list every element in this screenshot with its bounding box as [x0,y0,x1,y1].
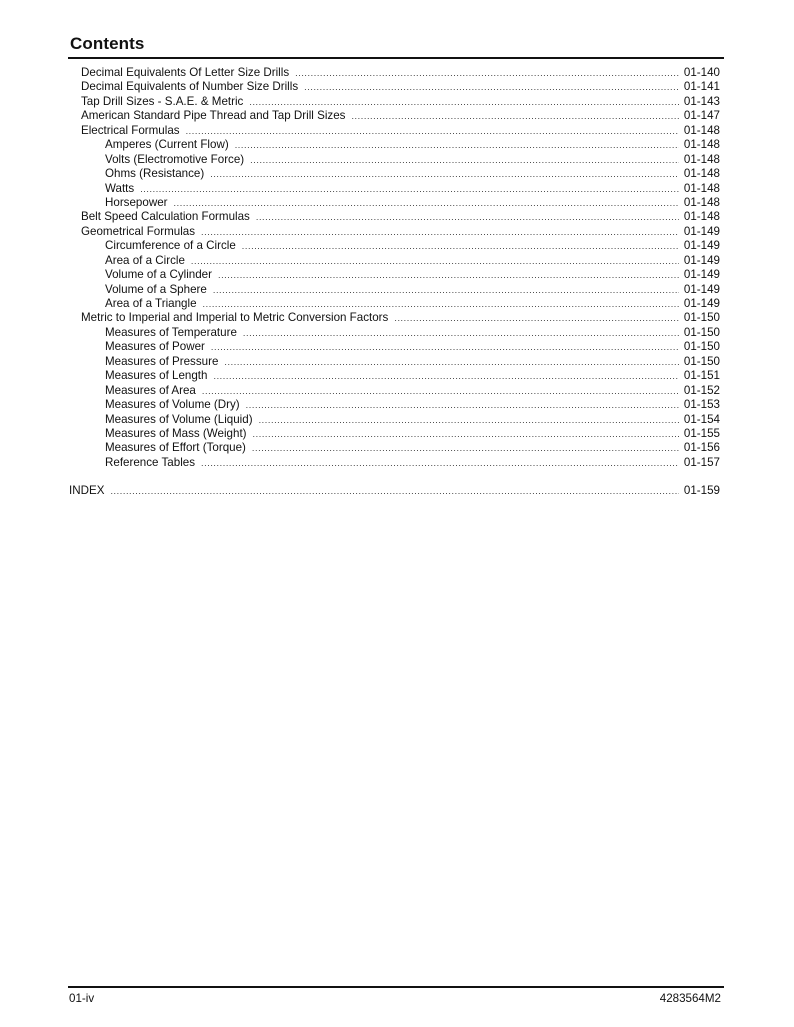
toc-entry-page: 01-148 [683,152,720,166]
toc-dot-leader [191,254,679,268]
toc-entry-belt-speed[interactable] [68,210,720,224]
table-of-contents [68,66,720,499]
toc-entry-label: Measures of Mass (Weight) [105,426,247,440]
toc-dot-leader [394,311,679,325]
toc-entry-label: Measures of Power [105,340,205,354]
toc-dot-leader [256,210,679,224]
toc-entry-page: 01-148 [683,181,720,195]
toc-entry-length[interactable] [68,369,720,383]
toc-entry-label: Volume of a Cylinder [105,268,212,282]
toc-dot-leader [201,456,679,470]
toc-dot-leader [201,225,679,239]
toc-entry-volts[interactable] [68,153,720,167]
toc-dot-leader [242,239,679,253]
toc-entry-label: Area of a Triangle [105,297,197,310]
toc-entry-label: Electrical Formulas [81,123,180,137]
toc-dot-leader [304,80,679,94]
toc-entry-label: Metric to Imperial and Imperial to Metric Conversion Factors [81,311,389,325]
toc-dot-leader [174,196,679,210]
toc-entry-page: 01-150 [683,311,720,325]
toc-entry-label: Ohms (Resistance) [105,167,205,181]
toc-entry-volume-cylinder[interactable] [68,268,720,282]
toc-entry-page: 01-149 [683,224,720,238]
toc-entry-label: Measures of Pressure [105,354,219,368]
toc-entry-page: 01-149 [683,282,720,296]
toc-dot-leader [351,109,678,123]
toc-entry-label: Belt Speed Calculation Formulas [81,210,250,224]
toc-entry-torque[interactable] [68,441,720,455]
toc-dot-leader [213,369,678,383]
toc-dot-leader [211,340,679,354]
document-number: 4283564M2 [659,992,721,1005]
toc-dot-leader [252,441,679,455]
toc-dot-leader [249,95,679,109]
page-title: Contents [70,34,145,53]
toc-entry-label: Decimal Equivalents of Number Size Drills [81,80,299,94]
toc-entry-area-circle[interactable] [68,254,720,268]
toc-entry-amperes[interactable] [68,138,720,152]
header-divider [68,57,724,59]
toc-entry-label: American Standard Pipe Thread and Tap Drill Sizes [81,109,346,123]
toc-entry-label: Measures of Volume (Liquid) [105,412,253,426]
toc-dot-leader [253,427,679,441]
toc-dot-leader [243,326,679,340]
toc-entry-area[interactable] [68,384,720,398]
toc-dot-leader [203,297,679,311]
toc-entry-mass[interactable] [68,427,720,441]
toc-entry-page: 01-155 [683,426,720,440]
toc-entry-reference-tables[interactable] [68,456,720,470]
toc-entry-page: 01-159 [683,484,720,498]
toc-dot-leader [246,398,679,412]
toc-dot-leader [218,268,679,282]
toc-dot-leader [110,484,678,498]
toc-entry-tap-drill-sizes[interactable] [68,95,720,109]
toc-entry-volume-liquid[interactable] [68,413,720,427]
toc-entry-page: 01-156 [683,441,720,455]
toc-entry-page: 01-150 [683,354,720,368]
toc-dot-leader [210,167,679,181]
toc-entry-page: 01-148 [683,123,720,137]
toc-entry-page: 01-154 [683,412,720,426]
toc-entry-temperature[interactable] [68,326,720,340]
toc-entry-label: Watts [105,181,135,195]
toc-entry-page: 01-157 [683,455,720,469]
toc-entry-page: 01-147 [683,109,720,123]
toc-entry-circumference[interactable] [68,239,720,253]
toc-entry-label: Tap Drill Sizes - S.A.E. & Metric [81,94,244,108]
toc-entry-page: 01-149 [683,268,720,282]
toc-entry-label: Horsepower [105,195,168,209]
toc-entry-page: 01-152 [683,383,720,397]
toc-entry-area-triangle[interactable] [68,297,720,311]
toc-entry-label: Measures of Effort (Torque) [105,441,246,455]
toc-entry-page: 01-153 [683,398,720,412]
toc-entry-label: Geometrical Formulas [81,224,196,238]
toc-entry-volume-sphere[interactable] [68,283,720,297]
toc-entry-label: Measures of Length [105,369,208,383]
toc-dot-leader [202,384,679,398]
toc-entry-page: 01-148 [683,195,720,209]
toc-entry-pipe-thread[interactable] [68,109,720,123]
toc-dot-leader [235,138,679,152]
toc-entry-watts[interactable] [68,182,720,196]
toc-entry-page: 01-150 [683,340,720,354]
toc-dot-leader [140,182,679,196]
toc-entry-geometrical-formulas[interactable] [68,225,720,239]
toc-entry-electrical-formulas[interactable] [68,124,720,138]
toc-entry-page: 01-148 [683,210,720,224]
toc-entry-label: Circumference of a Circle [105,239,236,253]
toc-entry-power[interactable] [68,340,720,354]
toc-spacer [68,470,720,484]
toc-entry-index[interactable] [68,484,720,498]
toc-entry-page: 01-140 [683,66,720,79]
toc-entry-horsepower[interactable] [68,196,720,210]
toc-entry-volume-dry[interactable] [68,398,720,412]
toc-entry-page: 01-151 [683,369,720,383]
toc-dot-leader [224,355,678,369]
toc-entry-label: Measures of Area [105,383,196,397]
toc-dot-leader [250,153,679,167]
toc-entry-label: INDEX [69,484,105,498]
toc-entry-conversion-factors[interactable] [68,311,720,325]
toc-entry-ohms[interactable] [68,167,720,181]
toc-entry-label: Reference Tables [105,455,196,469]
toc-dot-leader [186,124,679,138]
toc-entry-page: 01-149 [683,239,720,253]
toc-entry-page: 01-143 [683,94,720,108]
toc-entry-label: Decimal Equivalents Of Letter Size Drills [81,66,290,79]
page-number: 01-iv [69,992,95,1005]
toc-entry-letter-size-drills[interactable] [68,66,720,80]
toc-dot-leader [295,66,679,80]
toc-entry-page: 01-141 [683,80,720,94]
toc-entry-label: Area of a Circle [105,253,185,267]
toc-entry-page: 01-149 [683,297,720,310]
toc-entry-page: 01-148 [683,167,720,181]
toc-entry-label: Measures of Volume (Dry) [105,398,240,412]
toc-dot-leader [213,283,679,297]
toc-entry-page: 01-150 [683,325,720,339]
toc-entry-label: Volume of a Sphere [105,282,207,296]
toc-entry-pressure[interactable] [68,355,720,369]
toc-entry-page: 01-149 [683,253,720,267]
toc-entry-label: Measures of Temperature [105,325,237,339]
toc-entry-label: Amperes (Current Flow) [105,138,229,152]
toc-entry-number-size-drills[interactable] [68,80,720,94]
toc-entry-label: Volts (Electromotive Force) [105,152,245,166]
toc-dot-leader [259,413,679,427]
footer-divider [68,986,724,988]
toc-entry-page: 01-148 [683,138,720,152]
